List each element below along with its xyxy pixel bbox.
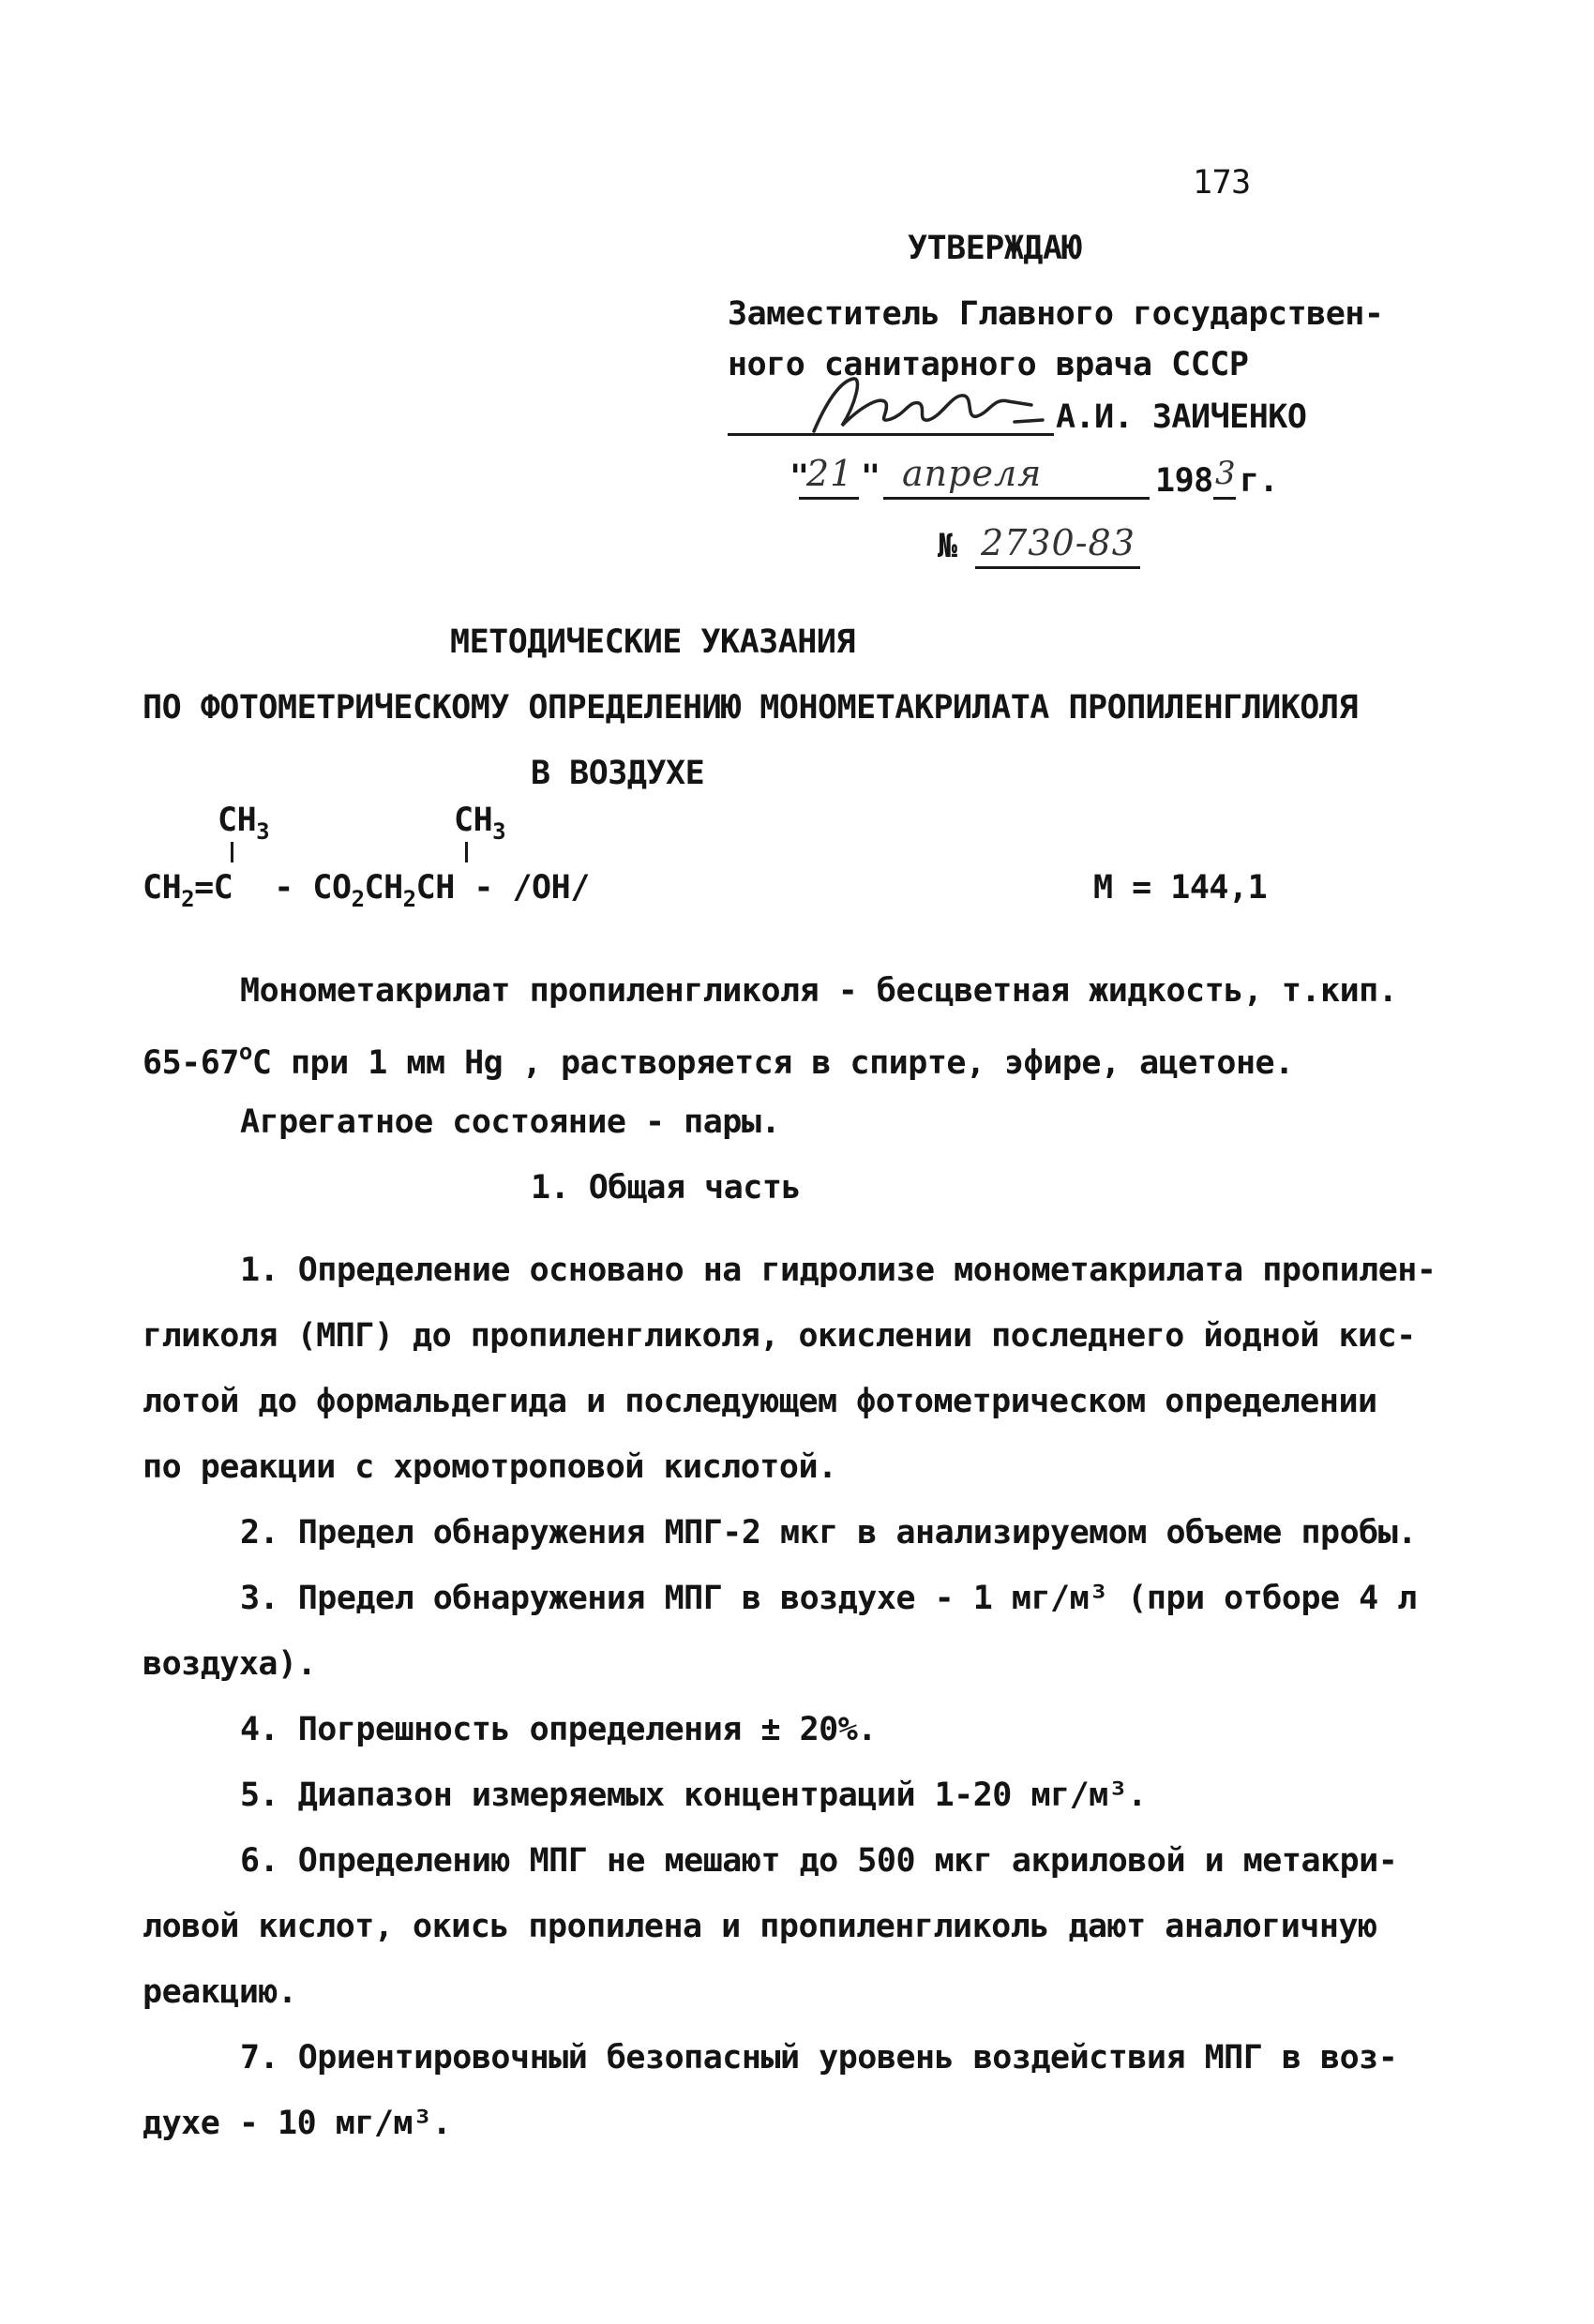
intro-line2: $65-67^оС$ при 1 мм Hg , растворяется в спирте, эфире, ацетоне.: [143, 1039, 1294, 1082]
approver-name: А.И. ЗАИЧЕНКО: [1056, 398, 1307, 436]
date-day-handwritten: 21: [806, 453, 854, 494]
date-quote-close: ": [861, 458, 880, 496]
title-line3: В ВОЗДУХЕ: [531, 755, 705, 792]
section-heading: 1. Общая часть: [531, 1169, 802, 1207]
item-7-line2: духе - 10 мг/м³.: [143, 2105, 452, 2142]
formula-ch3-right: $CH_3$: [454, 802, 506, 845]
approval-heading: УТВЕРЖДАЮ: [908, 230, 1082, 267]
item-7-line1: 7. Ориентировочный безопасный уровень воздействия МПГ в воз-: [240, 2039, 1398, 2077]
date-year-prefix: 198: [1155, 462, 1213, 500]
item-1-line4: по реакции с хромотроповой кислотой.: [143, 1448, 837, 1486]
item-1-line2: гликоля (МПГ) до пропиленгликоля, окислении последнего йодной кис-: [143, 1317, 1416, 1355]
item-4-line1: 4. Погрешность определения ± 20%.: [240, 1711, 877, 1748]
page-number: 173: [1193, 164, 1251, 202]
item-6-line3: реакцию.: [143, 1973, 297, 2011]
item-3-line1: 3. Предел обнаружения МПГ в воздухе - 1 мг/м³ (при отборе 4 л: [240, 1580, 1417, 1617]
date-month-handwritten: апреля: [902, 453, 1043, 494]
item-5-line1: 5. Диапазон измеряемых концентраций 1-20 мг/м³.: [240, 1777, 1147, 1814]
formula-bond-left: [231, 842, 233, 862]
registration-number-handwritten: 2730-83: [981, 522, 1135, 563]
title-line1: МЕТОДИЧЕСКИЕ УКАЗАНИЯ: [450, 623, 856, 661]
approval-position-line1: Заместитель Главного государствен-: [728, 295, 1384, 333]
formula-main: $CH_2=C - CO_2CH_2CH - /OH/$: [143, 869, 590, 912]
item-1-line1: 1. Определение основано на гидролизе монометакрилата пропилен-: [240, 1252, 1436, 1289]
date-year-digit-handwritten: 3: [1215, 455, 1237, 492]
item-1-line3: лотой до формальдегида и последующем фотометрическом определении: [143, 1383, 1377, 1420]
approval-position-line2: ного санитарного врача СССР: [728, 346, 1249, 383]
date-day-underline: [799, 497, 859, 500]
formula-ch3-left: $CH_3$: [218, 802, 270, 845]
registration-number-prefix: №: [938, 528, 957, 565]
item-3-line2: воздуха).: [143, 1645, 317, 1683]
intro-line1: Монометакрилат пропиленгликоля - бесцветная жидкость, т.кип.: [240, 972, 1398, 1010]
date-month-underline: [883, 497, 1150, 500]
formula-molar-mass: M = 144,1: [1093, 869, 1268, 907]
item-6-line2: ловой кислот, окись пропилена и пропиленгликоль дают аналогичную: [143, 1908, 1377, 1945]
title-line2: ПО ФОТОМЕТРИЧЕСКОМУ ОПРЕДЕЛЕНИЮ МОНОМЕТАКРИЛАТА ПРОПИЛЕНГЛИКОЛЯ: [143, 689, 1359, 727]
formula-bond-right: [465, 842, 468, 862]
handwritten-signature: [797, 367, 1078, 442]
date-year-suffix: г.: [1240, 462, 1279, 500]
item-6-line1: 6. Определению МПГ не мешают до 500 мкг акриловой и метакри-: [240, 1842, 1398, 1880]
date-year-underline: [1213, 497, 1236, 500]
date-quote-open: ": [789, 458, 809, 496]
intro-aggregate-state: Агрегатное состояние - пары.: [240, 1103, 781, 1141]
item-2-line1: 2. Предел обнаружения МПГ-2 мкг в анализируемом объеме пробы.: [240, 1514, 1417, 1552]
registration-number-underline: [975, 566, 1140, 569]
